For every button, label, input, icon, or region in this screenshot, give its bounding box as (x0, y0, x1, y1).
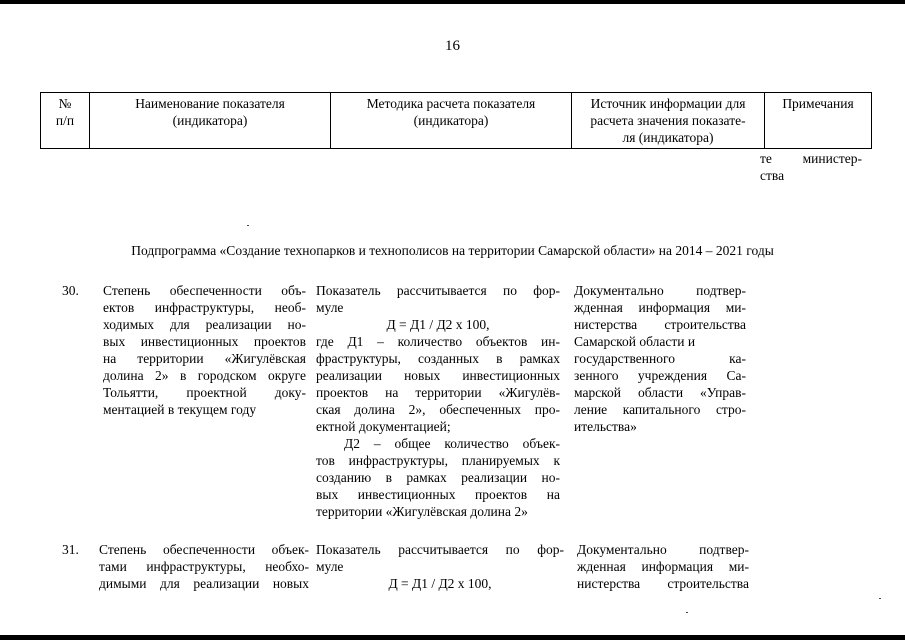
indicator-name-line: долина 2» в городском округе (103, 368, 306, 383)
source-line: жденная информация ми- (577, 559, 749, 574)
indicator-name-line: Степень обеспеченности объ- (103, 283, 306, 298)
subprogram-title: Подпрограмма «Создание технопарков и технополисов на территории Самарской области» на 2014 – 2021 годы (131, 243, 774, 258)
information-source (577, 541, 749, 592)
method-line: территории «Жигулёвская долина 2» (316, 504, 528, 519)
source-line: Документально подтвер- (577, 542, 749, 557)
method-line: созданию в рамках реализации но- (316, 470, 560, 485)
indicator-name-line: ектов инфраструктуры, необ- (103, 300, 306, 315)
row-number: 30. (62, 283, 79, 298)
continued-note-line: те министер- (760, 151, 862, 166)
calculation-method (316, 282, 560, 520)
source-line: ительства» (574, 419, 637, 434)
row-number: 31. (62, 542, 79, 557)
header-col-notes (765, 93, 872, 149)
scan-speck (879, 598, 881, 599)
indicator-name-line: ментацией в текущем году (103, 402, 257, 417)
method-line: где Д1 – количество объектов ин- (316, 334, 560, 349)
source-line: Самарской области и (574, 334, 696, 349)
method-line: вых инвестиционных проектов на (316, 487, 560, 502)
header-col-source-line: ля (индикатора) (622, 130, 714, 145)
method-line: Показатель рассчитывается по фор- (316, 542, 564, 557)
formula: Д = Д1 / Д2 х 100, (386, 317, 490, 332)
method-line: Показатель рассчитывается по фор- (316, 283, 560, 298)
calculation-method (316, 541, 564, 592)
source-line: Документально подтвер- (574, 283, 746, 298)
indicator-name (99, 541, 309, 592)
indicator-name-line: ходимых для реализации но- (103, 317, 306, 332)
formula: Д = Д1 / Д2 х 100, (388, 576, 492, 591)
header-col-method-line: (индикатора) (413, 113, 489, 128)
method-line: проектов на территории «Жигулёв- (316, 385, 560, 400)
indicator-name-line: вых инвестиционных проектов (103, 334, 306, 349)
bottom-border (0, 635, 905, 640)
source-line: жденная информация ми- (574, 300, 746, 315)
information-source (574, 282, 746, 435)
method-line: ская долина 2», обеспеченных про- (316, 402, 560, 417)
header-col-name (90, 93, 331, 149)
method-line: реализации новых инвестиционных (316, 368, 560, 383)
scan-speck (686, 612, 688, 613)
header-col-number-line: п/п (55, 113, 75, 128)
top-border (0, 0, 905, 4)
indicator-name-line: димыми для реализации новых (99, 576, 309, 591)
header-col-source-line: Источник информации для (590, 96, 746, 111)
method-line: ектной документацией; (316, 419, 451, 434)
header-col-name-line: Наименование показателя (135, 96, 285, 111)
method-line: муле (316, 300, 344, 315)
continued-note-line: ства (760, 168, 785, 183)
source-line: марской области «Управ- (574, 385, 746, 400)
header-col-method (331, 93, 572, 149)
header-col-name-line: (индикатора) (172, 113, 248, 128)
method-line: Д2 – общее количество объек- (344, 436, 560, 451)
indicator-name-line: тами инфраструктуры, необхо- (99, 559, 309, 574)
table-header (40, 92, 872, 149)
method-line: тов инфраструктуры, планируемых к (316, 453, 560, 468)
header-col-method-line: Методика расчета показателя (366, 96, 536, 111)
header-col-source (572, 93, 765, 149)
source-line: ление капитального стро- (574, 402, 746, 417)
source-line: нистерства строительства (577, 576, 749, 591)
page-number: 16 (445, 38, 460, 54)
continued-note (760, 150, 862, 184)
method-line: фраструктуры, созданных в рамках (316, 351, 560, 366)
indicator-name-line: Тольятти, проектной доку- (103, 385, 306, 400)
indicator-name-line: на территории «Жигулёвская (103, 351, 306, 366)
scan-speck (247, 225, 249, 226)
source-line: нистерства строительства (574, 317, 746, 332)
indicator-name (103, 282, 306, 418)
source-line: государственного ка- (574, 351, 746, 366)
indicator-name-line: Степень обеспеченности объек- (99, 542, 309, 557)
header-col-notes-label: Примечания (782, 96, 854, 111)
source-line: зенного учреждения Са- (574, 368, 746, 383)
header-col-number (41, 93, 90, 149)
header-col-source-line: расчета значения показате- (590, 113, 746, 128)
method-line: муле (316, 559, 344, 574)
header-col-number-line: № (58, 96, 72, 111)
